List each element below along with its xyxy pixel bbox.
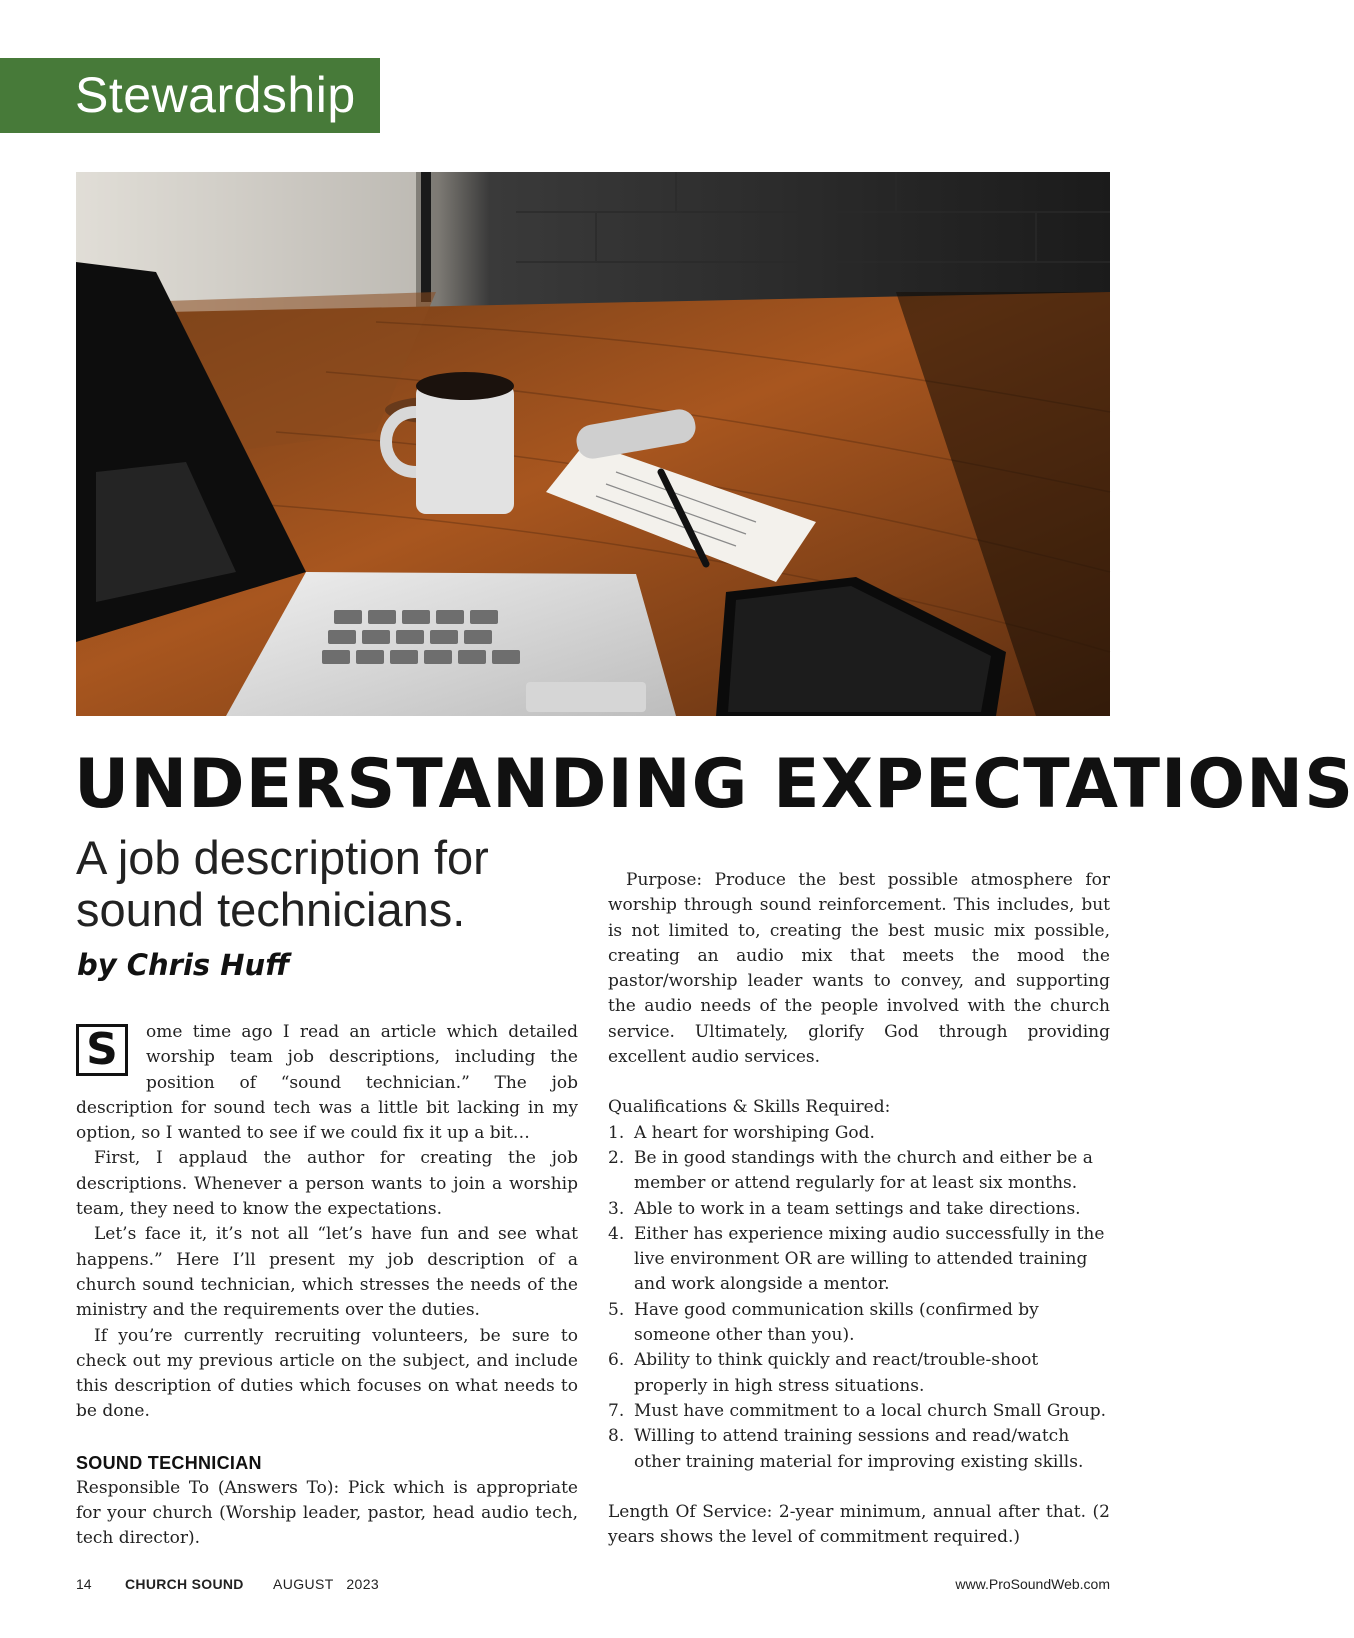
article-column-left xyxy=(76,1020,578,1552)
article-column-right xyxy=(608,868,1110,1550)
list-item: 1. A heart for worshiping God. xyxy=(608,1122,875,1143)
length-of-service: Length Of Service: 2-year minimum, annual after that. (2 years shows the level of commitment required.) xyxy=(608,1501,1110,1548)
article-headline: UNDERSTANDING EXPECTATIONS xyxy=(74,745,1354,824)
list-item: 5. Have good communication skills (confirmed by someone other than you). xyxy=(608,1299,1039,1346)
issue-date: AUGUST 2023 xyxy=(273,1576,380,1592)
paragraph: Responsible To (Answers To): Pick which is appropriate for your church (Worship leader, pastor, head audio tech, tech director). xyxy=(76,1477,578,1549)
intro-paragraph: S ome time ago I read an article which detailed worship team job descriptions, including the position of “sound technician.” The job description for sound tech was a little bit lacking in my option, so I wanted to see if we could fix it up a bit… xyxy=(76,1022,578,1144)
page-number: 14 xyxy=(76,1576,92,1592)
magazine-name: CHURCH SOUND xyxy=(125,1576,244,1592)
article-subhead: A job description for sound technicians. xyxy=(76,831,489,936)
desk-laptop-coffee-illustration xyxy=(76,172,1110,716)
qualifications-list xyxy=(608,1121,1110,1475)
section-tag: Stewardship xyxy=(0,58,380,133)
drop-cap: S xyxy=(76,1024,128,1076)
page-footer xyxy=(76,1576,1110,1596)
paragraph: First, I applaud the author for creating the job descriptions. Whenever a person wants to join a worship team, they need to know the expectations. xyxy=(76,1148,578,1220)
list-item: 7. Must have commitment to a local church Small Group. xyxy=(608,1400,1107,1421)
list-item: 4. Either has experience mixing audio successfully in the live environment OR are willing to attended training and work alongside a mentor. xyxy=(608,1223,1105,1295)
website-link[interactable]: www.ProSoundWeb.com xyxy=(955,1576,1110,1592)
list-item: 2. Be in good standings with the church and either be a member or attend regularly for at least six months. xyxy=(608,1147,1093,1194)
paragraph: Let’s face it, it’s not all “let’s have fun and see what happens.” Here I’ll present my job description of a church sound technician, which stresses the needs of the ministry and the requirements over the duties. xyxy=(76,1224,578,1321)
qualifications-title: Qualifications & Skills Required: xyxy=(608,1097,891,1118)
article-byline: by Chris Huff xyxy=(77,948,290,982)
section-subheading: SOUND TECHNICIAN xyxy=(76,1452,262,1473)
list-item: 6. Ability to think quickly and react/trouble-shoot properly in high stress situations. xyxy=(608,1350,1039,1396)
list-item: 8. Willing to attend training sessions and read/watch other training material for improving existing skills. xyxy=(608,1426,1084,1472)
hero-photo xyxy=(76,172,1110,716)
paragraph: If you’re currently recruiting volunteers, be sure to check out my previous article on the subject, and include this description of duties which focuses on what needs to be done. xyxy=(76,1325,578,1422)
list-item: 3. Able to work in a team settings and take directions. xyxy=(608,1198,1081,1219)
purpose-paragraph: Purpose: Produce the best possible atmosphere for worship through sound reinforcement. This includes, but is not limited to, creating the best music mix possible, creating an audio mix that meets the mood the pastor/worship leader wants to convey, and supporting the audio needs of the people involved with the church service. Ultimately, glorify God through providing excellent audio services. xyxy=(608,870,1110,1068)
